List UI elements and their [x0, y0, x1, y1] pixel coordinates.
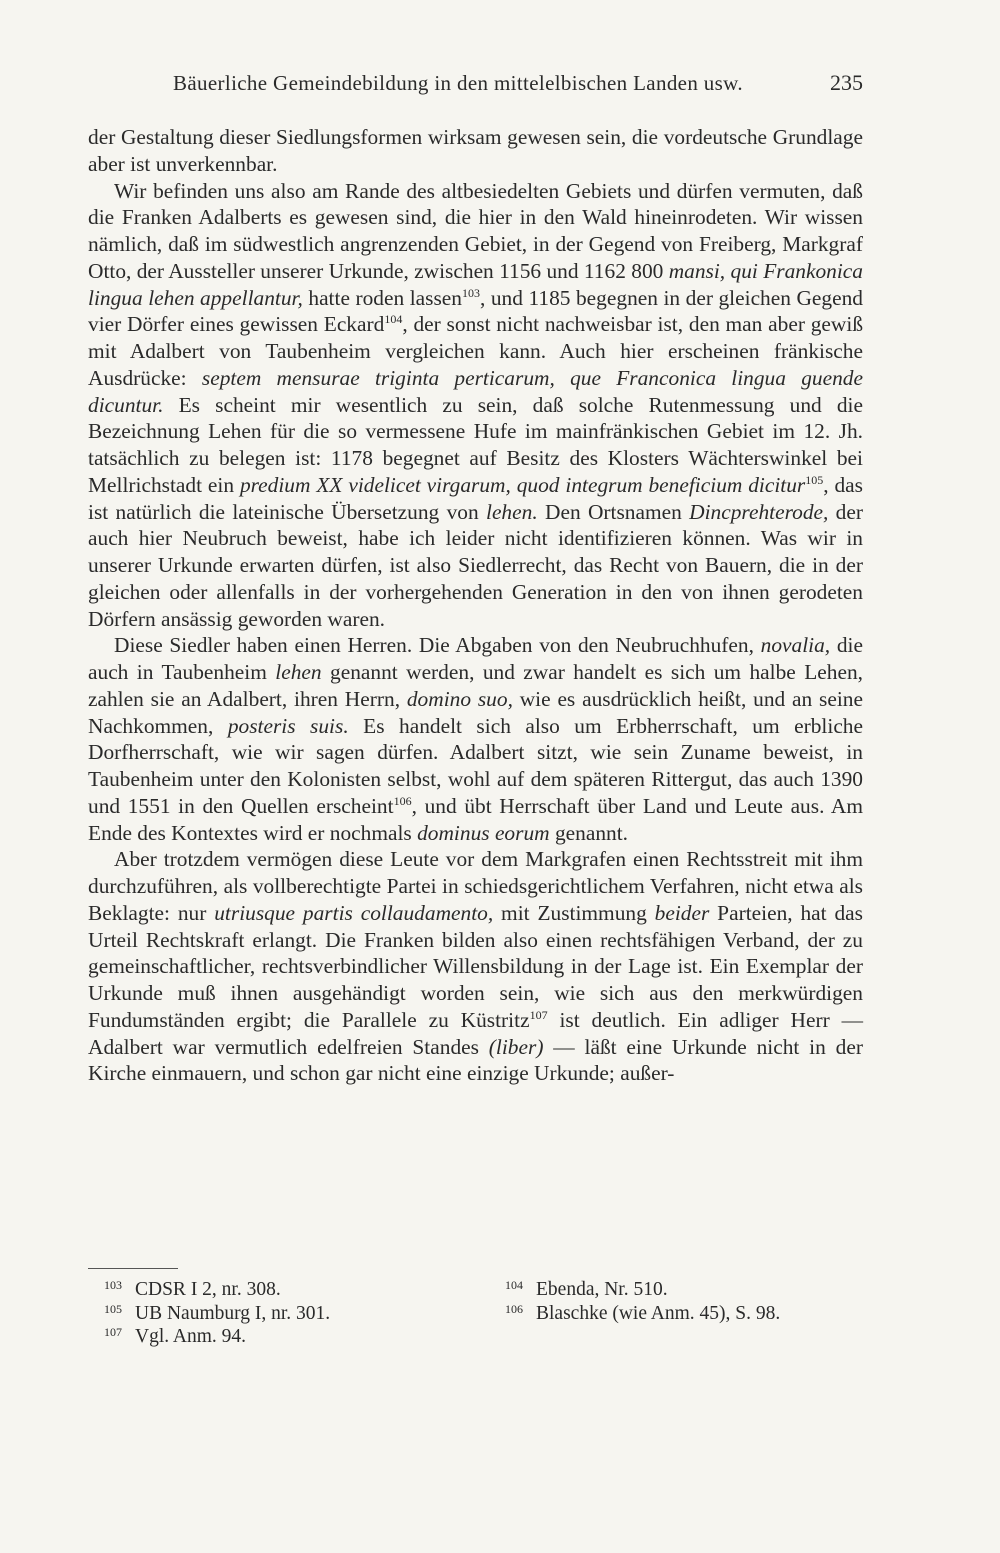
- running-title: Bäuerliche Gemeindebildung in den mittelelbischen Landen usw.: [173, 71, 743, 95]
- footnote-ref-106[interactable]: 106: [393, 793, 412, 808]
- footnote-107: 107 Vgl. Anm. 94.: [104, 1325, 247, 1347]
- footnote-105: 105 UB Naumburg I, nr. 301.: [104, 1301, 331, 1324]
- footnote-divider: [88, 1268, 178, 1269]
- paragraph-3: Diese Siedler haben einen Herren. Die Abgaben von den Neubruchhufen, novalia, die auch in Taubenheim lehen genannt werden, und zwar handelt es sich um halbe Lehen, zahlen sie an Adalbert, ihren Herrn, domino suo, wie es ausdrücklich heißt, und an seine Nachkommen, posteris suis. Es handelt sich also um Erbherrschaft, um erbliche Dorfherrschaft, wie wir sagen dürfen. Adalbert sitzt, wie sein Zuname beweist, in Taubenheim unter den Kolonisten selbst, wohl auf dem späteren Rittergut, das auch 1390 und 1551 in den Quellen erscheint$^{106}$, und übt Herrschaft über Land und Leute aus. Am Ende des Kontextes wird er nochmals dominus eorum genannt.: [88, 633, 863, 845]
- footnote-ref-105[interactable]: 105: [805, 472, 824, 487]
- footnote-ref-107[interactable]: 107: [529, 1007, 548, 1022]
- page-number: 235: [830, 70, 863, 95]
- footnote-103: 103 CDSR I 2, nr. 308.: [104, 1278, 281, 1300]
- body-text: [88, 124, 863, 1087]
- footnote-ref-104[interactable]: 104: [384, 312, 403, 327]
- footnote-106: 106 Blaschke (wie Anm. 45), S. 98.: [505, 1301, 781, 1324]
- paragraph-4: Aber trotzdem vermögen diese Leute vor dem Markgrafen einen Rechtsstreit mit ihm durchzuführen, als vollberechtigte Partei in schiedsgerichtlichem Verfahren, nicht etwa als Beklagte: nur utriusque partis collaudamento, mit Zustimmung beider Parteien, hat das Urteil Rechtskraft erlangt. Die Franken bilden also einen rechtsfähigen Verband, der zu gemeinschaftlicher, rechtsverbindlicher Willensbildung in der Lage ist. Ein Exemplar der Urkunde muß ihnen ausgehändigt worden sein, wie sich aus den merkwürdigen Fundumständen ergibt; die Parallele zu Küstritz$^{107}$ ist deutlich. Ein adliger Herr — Adalbert war vermutlich edelfreien Standes (liber) — läßt eine Urkunde nicht in der Kirche einmauern, und schon gar nicht eine einzige Urkunde; außer-: [88, 847, 863, 1086]
- footnote-ref-103[interactable]: 103: [461, 285, 480, 300]
- footnote-104: 104 Ebenda, Nr. 510.: [505, 1278, 668, 1300]
- footnotes: [88, 1268, 863, 1350]
- paragraph-2: Wir befinden uns also am Rande des altbesiedelten Gebiets und dürfen vermuten, daß die Franken Adalberts es gewesen sind, die hier in den Wald hineinrodeten. Wir wissen nämlich, daß im südwestlich angrenzenden Gebiet, in der Gegend von Freiberg, Markgraf Otto, der Aussteller unserer Urkunde, zwischen 1156 und 1162 800 mansi, qui Frankonica lingua lehen appellantur, hatte roden lassen$^{103}$, und 1185 begegnen in der gleichen Gegend vier Dörfer eines gewissen Eckard$^{104}$, der sonst nicht nachweisbar ist, den man aber gewiß mit Adalbert von Taubenheim vergleichen kann. Auch hier erscheinen fränkische Ausdrücke: septem mensurae triginta perticarum, que Franconica lingua guende dicuntur. Es scheint mir wesentlich zu sein, daß solche Rutenmessung und die Bezeichnung Lehen für die so vermessene Hufe im mainfränkischen Gebiet im 12. Jh. tatsächlich zu belegen ist: 1178 begegnet auf Besitz des Klosters Wächterswinkel bei Mellrichstadt ein predium XX videlicet virgarum, quod integrum beneficium dicitur$^{105}$, das ist natürlich die lateinische Übersetzung von lehen. Den Ortsnamen Dincprehterode, der auch hier Neubruch beweist, habe ich leider nicht identifizieren können. Was wir in unserer Urkunde erwarten dürfen, ist also Siedlerrecht, das Recht von Bauern, die in der gleichen oder allenfalls in der vorhergehenden Generation in den von ihnen gerodeten Dörfern ansässig geworden waren.: [88, 178, 864, 631]
- paragraph-1: der Gestaltung dieser Siedlungsformen wirksam gewesen sein, die vordeutsche Grundlage aber ist unverkennbar.: [88, 125, 863, 176]
- running-header: [88, 70, 863, 96]
